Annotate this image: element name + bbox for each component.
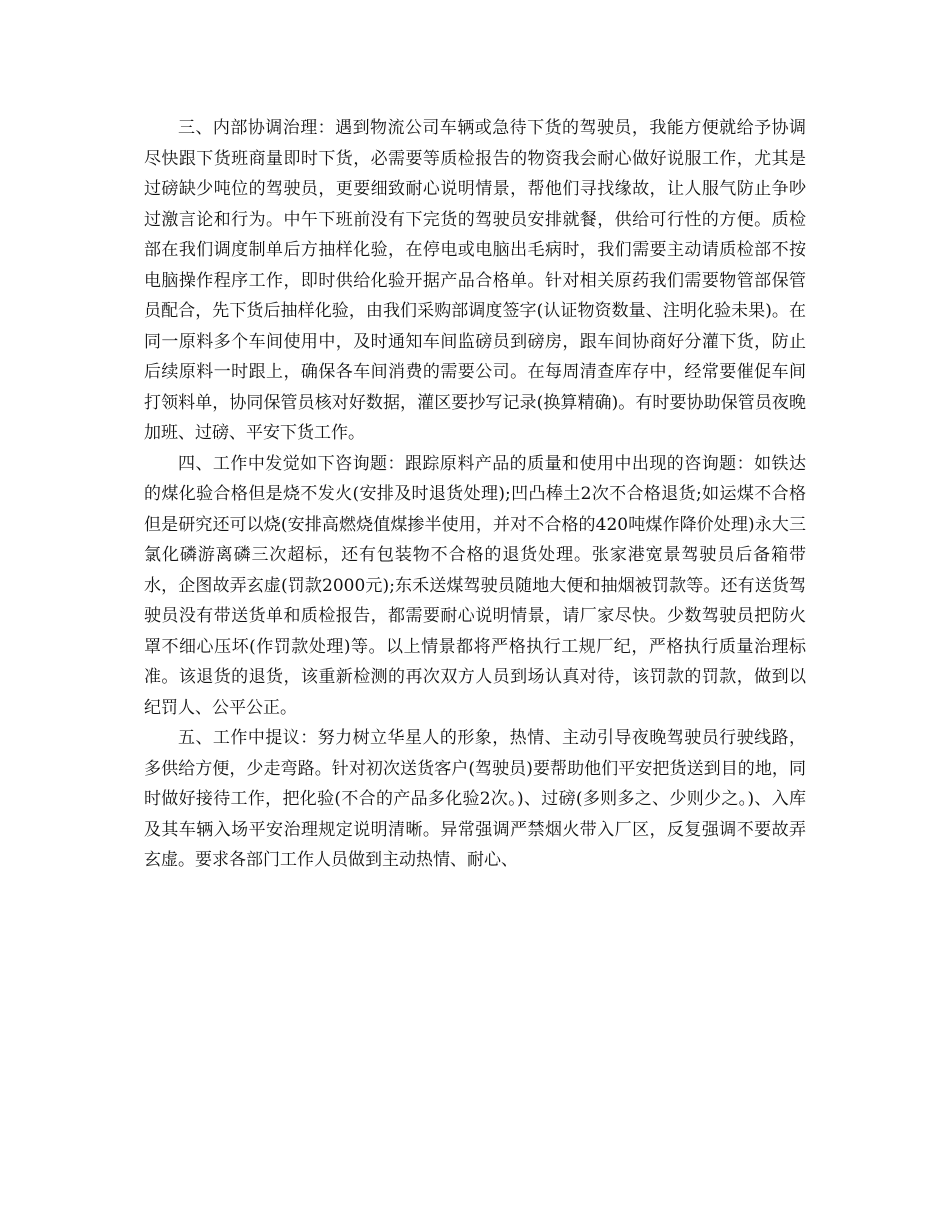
document-body [144,113,806,876]
paragraph-issues-found: 四、工作中发觉如下咨询题：跟踪原料产品的质量和使用中出现的咨询题：如铁达的煤化验合格但是烧不发火(安排及时退货处理);凹凸棒土2次不合格退货;如运煤不合格但是研究还可以烧(安排高燃烧值煤掺半使用，并对不合格的420吨煤作降价处理)永大三氯化磷游离磷三次超标，还有包装物不合格的退货处理。张家港宽景驾驶员后备箱带水，企图故弄玄虚(罚款2000元);东禾送煤驾驶员随地大便和抽烟被罚款等。还有送货驾驶员没有带送货单和质检报告，都需要耐心说明情景，请厂家尽快。少数驾驶员把防火罩不细心压坏(作罚款处理)等。以上情景都将严格执行工规厂纪，严格执行质量治理标准。该退货的退货，该重新检测的再次双方人员到场认真对待，该罚款的罚款，做到以纪罚人、公平公正。 [144,453,806,718]
paragraph-work-suggestions: 五、工作中提议：努力树立华星人的形象，热情、主动引导夜晚驾驶员行驶线路，多供给方便，少走弯路。针对初次送货客户(驾驶员)要帮助他们平安把货送到目的地，同时做好接待工作，把化验(不合的产品多化验2次。)、过磅(多则多之、少则少之。)、入库及其车辆入场平安治理规定说明清晰。异常强调严禁烟火带入厂区，反复强调不要故弄玄虚。要求各部门工作人员做到主动热情、耐心、 [144,728,806,870]
paragraph-internal-coordination: 三、内部协调治理：遇到物流公司车辆或急待下货的驾驶员，我能方便就给予协调尽快跟下货班商量即时下货，必需要等质检报告的物资我会耐心做好说服工作，尤其是过磅缺少吨位的驾驶员，更要细致耐心说明情景，帮他们寻找缘故，让人服气防止争吵过激言论和行为。中午下班前没有下完货的驾驶员安排就餐，供给可行性的方便。质检部在我们调度制单后方抽样化验，在停电或电脑出毛病时，我们需要主动请质检部不按电脑操作程序工作，即时供给化验开据产品合格单。针对相关原药我们需要物管部保管员配合，先下货后抽样化验，由我们采购部调度签字(认证物资数量、注明化验未果)。在同一原料多个车间使用中，及时通知车间监磅员到磅房，跟车间协商好分灌下货，防止后续原料一时跟上，确保各车间消费的需要公司。在每周清查库存中，经常要催促车间打领料单，协同保管员核对好数据，灌区要抄写记录(换算精确)。有时要协助保管员夜晚加班、过磅、平安下货工作。 [144,118,806,443]
